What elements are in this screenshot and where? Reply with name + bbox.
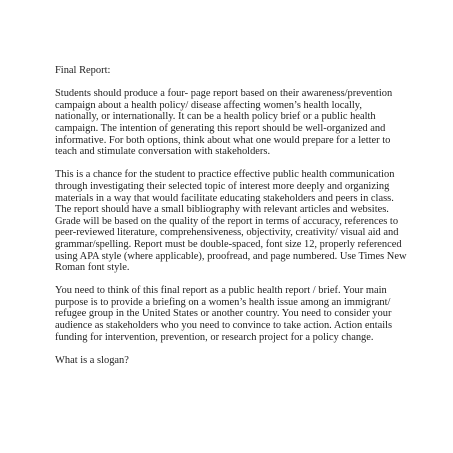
report-heading: Final Report: xyxy=(55,65,111,76)
paragraph-requirements: This is a chance for the student to practice effective public health communication through investigating their selected topic of interest more deeply and organizing materials in a way that would facilitate educating stakeholders and peers in class. The report should have a small bibliography with relevant articles and websites. Grade will be based on the quality of the report in terms of accuracy, references to peer-reviewed literature, comprehensiveness, objectivity, creativity/ visual aid and grammar/spelling. Report must be double-spaced, font size 12, properly referenced using APA style (where applicable), proofread, and page numbered. Use Times New Roman font style. xyxy=(55,169,407,274)
document-body xyxy=(55,65,407,378)
paragraph-purpose: You need to think of this final report as a public health report / brief. Your main purpose is to provide a briefing on a women’s health issue among an immigrant/ refugee group in the United States or another country. You need to consider your audience as stakeholders who you need to convince to take action. Action entails funding for intervention, prevention, or research project for a policy change. xyxy=(55,285,393,343)
paragraph-overview: Students should produce a four- page report based on their awareness/prevention campaign about a health policy/ disease affecting women’s health locally, nationally, or internationally. It can be a health policy brief or a public health campaign. The intention of generating this report should be well-organized and informative. For both options, think about what one would prepare for a letter to teach and stimulate conversation with stakeholders. xyxy=(55,88,393,158)
paragraph-question: What is a slogan? xyxy=(55,354,129,366)
